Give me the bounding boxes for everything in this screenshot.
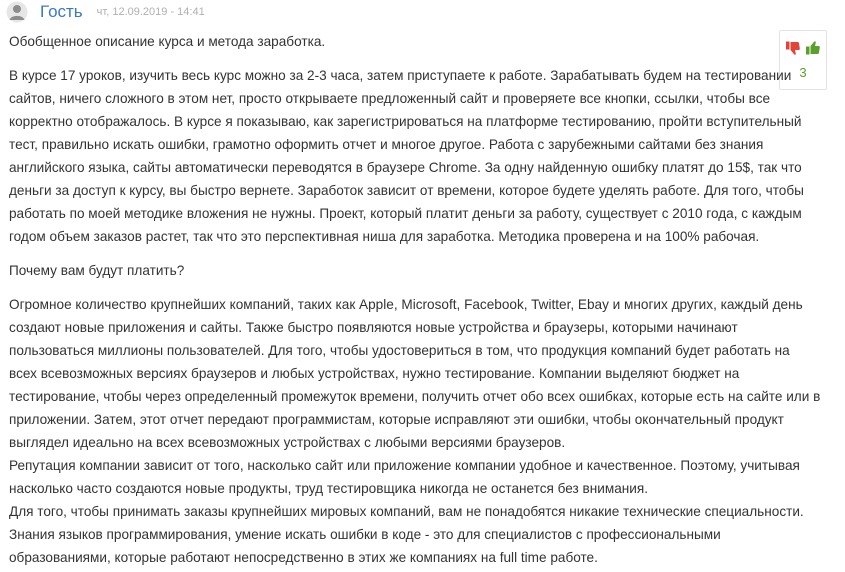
user-avatar-icon	[6, 1, 28, 23]
comment-date: чт, 12.09.2019 - 14:41	[96, 6, 205, 18]
comment-header	[6, 0, 205, 24]
comment-paragraph: В курсе 17 уроков, изучить весь курс можно за 2-3 часа, затем приступаете к работе. Зарабатывать будем на тестировании сайтов, ничего сложного в этом нет, просто открываете предложенный сайт и проверяете все кнопки, ссылки, чтобы все корректно отображалось. В курсе я показываю, как зарегистрироваться на платформе тестированию, пройти вступительный тест, правильно искать ошибки, грамотно оформить отчет и многое другое. Работа с зарубежными сайтами без знания английского языка, сайты автоматически переводятся в браузере Chrome. За одну найденную ошибку платят до 15$, так что деньги за доступ к курсу, вы быстро вернете. Заработок зависит от времени, которое будете уделять работе. Для того, чтобы работать по моей методике вложения не нужны. Проект, который платит деньги за работу, существует с 2010 года, с каждым годом объем заказов растет, так что это перспективная ниша для заработка. Методика проверена и на 100% рабочая.	[9, 68, 804, 244]
comment-author[interactable]: Гость	[40, 2, 83, 21]
vote-score: 3	[799, 65, 807, 80]
comment-paragraph: Почему вам будут платить?	[9, 263, 185, 278]
comment-paragraph: Для того, чтобы принимать заказы крупнейших мировых компаний, вам не понадобятся никакие технические специальности. Знания языков программирования, умение искать ошибки в коде - это для специалистов с профессиональными образованиями, которые работают непосредственно в этих же компаниях на full time работе.	[9, 504, 804, 565]
comment-paragraph: Обобщенное описание курса и метода заработка.	[9, 34, 326, 49]
comment-paragraph: Репутация компании зависит от того, насколько сайт или приложение компании удобное и качественное. Поэтому, учитывая насколько часто создаются новые продукты, труд тестировщика никогда не останется без внимания.	[9, 458, 800, 496]
comment-body	[9, 30, 821, 569]
comment-paragraph: Огромное количество крупнейших компаний, таких как Apple, Microsoft, Facebook, Twitter, Ebay и многих других, каждый день создают новые приложения и сайты. Также быстро появляются новые устройства и браузеры, которыми начинают пользоваться миллионы пользователей. Для того, чтобы удостовериться в том, что продукция компаний будет работать на всех всевозможных версиях браузеров и любых устройствах, нужно тестирование. Компании выделяют бюджет на тестирование, чтобы через определенный промежуток времени, получить отчет обо всех ошибках, которые есть на сайте или в приложении. Затем, этот отчет передают программистам, которые исправляют эти ошибки, чтобы окончательный продукт выглядел идеально на всех всевозможных устройствах с любыми версиями браузеров.	[9, 297, 821, 450]
